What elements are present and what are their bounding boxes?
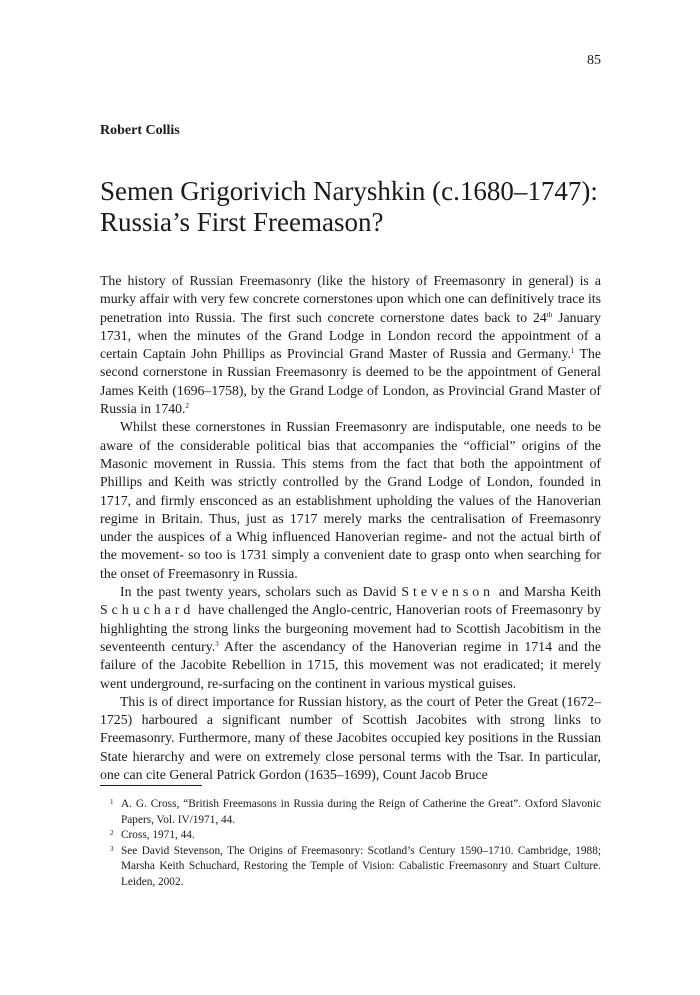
paragraph-3-text-b: and Marsha Keith — [494, 584, 601, 600]
footnote-text: Cross, 1971, 44. — [121, 829, 195, 841]
scholar-name-schuchard: Schuchard — [100, 602, 195, 618]
footnote-1 — [100, 797, 601, 828]
footnote-number: 3 — [110, 844, 114, 853]
paragraph-1-text-a: The history of Russian Freemasonry (like the history of Freemasonry in general) is a murky affair with very few concrete cornerstones upon which one can definitively trace its penetration into Russia. The first such concrete cornerstone dates back to 24 — [100, 273, 601, 325]
paragraph-3-text-a: In the past twenty years, scholars such as David — [120, 584, 402, 600]
scholar-name-stevenson: Stevenson — [401, 584, 495, 600]
footnote-2 — [100, 828, 601, 844]
paragraph-1-text-b: January 1731, when the minutes of the Grand Lodge in London record the appointment of a certain Captain John Phillips as Provincial Grand Master of Russia and Germany. — [100, 309, 602, 362]
paragraph-1 — [100, 272, 601, 418]
paragraph-1-text-c: The second cornerstone in Russian Freemasonry is deemed to be the appointment of General James Keith (1696–1758), by the Grand Lodge of London, as Provincial Grand Master of Russia in 1740. — [100, 346, 601, 417]
footnote-ref-3: 3 — [215, 639, 219, 648]
footnote-text: A. G. Cross, “British Freemasons in Russia during the Reign of Catherine the Great”. Oxford Slavonic Papers, Vol. IV/1971, 44. — [121, 798, 601, 826]
footnote-divider — [100, 785, 202, 786]
footnote-ref-1: 1 — [570, 347, 575, 356]
article-body — [100, 272, 601, 784]
paragraph-4: This is of direct importance for Russian history, as the court of Peter the Great (1672–1725) harboured a significant number of Scottish Jacobites with strong links to Freemasonry. Furthermore, many of these Jacobites occupied key positions in the Russian State hierarchy and were on extremely close personal terms with the Tsar. In particular, one can cite General Patrick Gordon (1635–1699), Count Jacob Bruce — [100, 693, 601, 783]
paragraph-2: Whilst these cornerstones in Russian Freemasonry are indisputable, one needs to be aware of the considerable political bias that accompanies the “official” origins of the Masonic movement in Russia. This stems from the fact that both the appointment of Phillips and Keith was strictly controlled by the Grand Lodge of London, founded in 1717, and firmly ensconced as an establishment upholding the values of the Hanoverian regime in Britain. Thus, just as 1717 merely marks the centralisation of Freemasonry under the auspices of a Whig influenced Hanoverian regime- and not the actual birth of the movement- so too is 1731 simply a convenient date to grasp onto when searching for the onset of Freemasonry in Russia. — [100, 419, 601, 581]
author-name: Robert Collis — [100, 123, 180, 138]
footnote-number: 1 — [110, 798, 114, 806]
article-title: Semen Grigorivich Naryshkin (c.1680–1747): Russia’s First Freemason? — [100, 176, 598, 237]
footnotes — [100, 797, 601, 890]
page-number: 85 — [587, 53, 601, 68]
paragraph-3 — [100, 583, 601, 693]
paragraph-3-text-d: After the ascendancy of the Hanoverian regime in 1714 and the failure of the Jacobite Rebellion in 1715, this movement was not eradicated; it merely went underground, re-surfacing on the continent in various mystical guises. — [100, 638, 602, 691]
footnote-3 — [100, 844, 601, 891]
footnote-text: See David Stevenson, The Origins of Freemasonry: Scotland’s Century 1590–1710. Cambridge, 1988; Marsha Keith Schuchard, Restoring the Temple of Vision: Cabalistic Freemasonry and Stuart Culture. Leiden, 2002. — [121, 844, 601, 888]
footnote-ref-2: 2 — [185, 402, 189, 411]
paragraph-3-text-c: have challenged the Anglo-centric, Hanoverian roots of Freemasonry by highlighting the strong links the burgeoning movement had to Scottish Jacobitism in the seventeenth century. — [100, 602, 601, 654]
footnote-number: 2 — [110, 829, 114, 837]
ordinal-suffix: th — [546, 310, 553, 319]
